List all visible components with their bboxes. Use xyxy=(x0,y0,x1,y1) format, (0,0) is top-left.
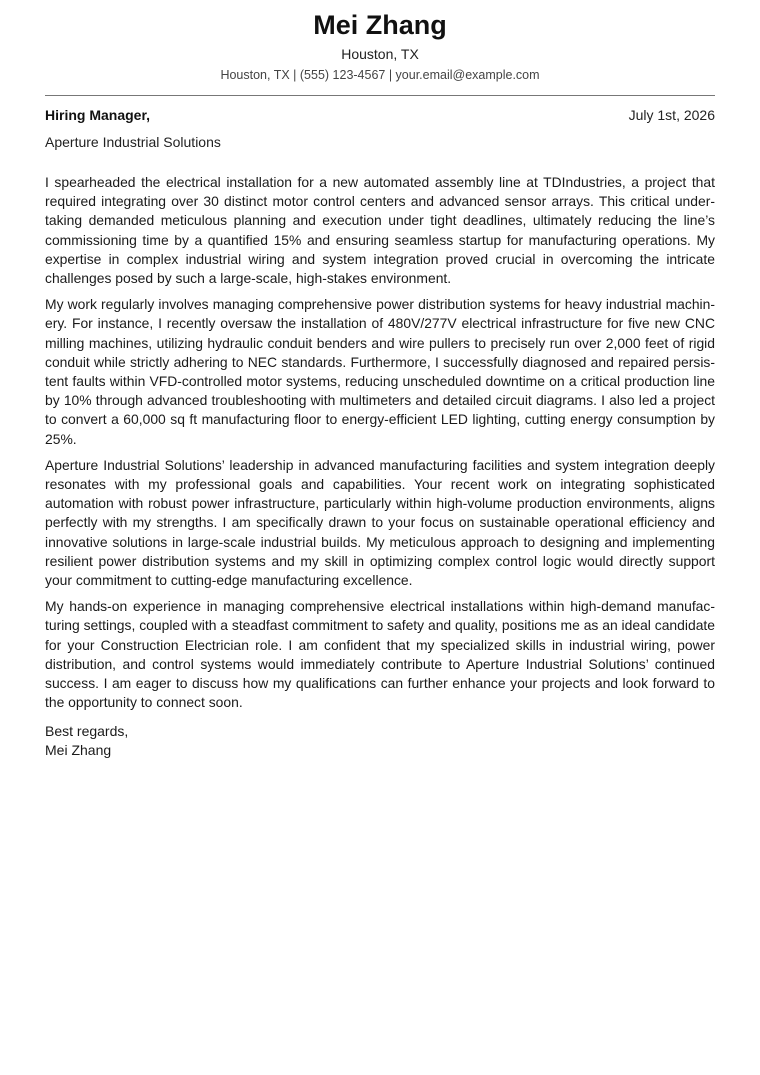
letter-header xyxy=(45,0,715,83)
sender-name: Mei Zhang xyxy=(313,10,447,40)
recipient-salutation: Hiring Manager, xyxy=(45,107,151,123)
signature-name: Mei Zhang xyxy=(45,742,112,759)
letter-closing xyxy=(45,722,715,760)
closing-phrase: Best regards, xyxy=(45,723,129,740)
body-paragraph: My hands-on experience in managing comprehensive electrical installations within high-demand manufacturing settings, coupled with a steadfast commitment to safety and quality, positions me as an ideal candidate for your Construction Electrician role. I am confident that my specialized skills in industrial wiring, power distribution, and control systems would immediately contribute to Aperture Industrial Solutions’ continued success. I am eager to discuss how my qualifications can further enhance your projects and look forward to the opportunity to connect soon. xyxy=(45,598,715,711)
salutation-date-row xyxy=(45,106,715,124)
letter-date: July 1st, 2026 xyxy=(628,107,715,123)
body-paragraph: Aperture Industrial Solutions’ leadership in advanced manufacturing facilities and system integration deeply resonates with my professional goals and capabilities. Your recent work on integrating sophisticated automation with robust power infrastructure, particularly within high-volume production environments, aligns perfectly with my strengths. I am specifically drawn to your focus on sustainable operational efficiency and innovative solutions in large-scale industrial builds. My meticulous approach to designing and implementing resilient power distribution systems and my skill in optimizing complex control logic would directly support your commitment to cutting-edge manufacturing excellence. xyxy=(45,456,715,589)
body-paragraph: My work regularly involves managing comprehensive power distribution systems for heavy industrial machinery. For instance, I recently oversaw the installation of 480V/277V electrical infrastructure for five new CNC milling machines, utilizing hydraulic conduit benders and wire pullers to precisely run over 2,000 feet of rigid conduit while strictly adhering to NEC standards. Furthermore, I successfully diagnosed and repaired persistent faults within VFD-controlled motor systems, reducing unscheduled downtime on a critical production line by 10% through advanced troubleshooting with multimeters and detailed circuit diagrams. I also led a project to convert a 60,000 sq ft manufacturing floor to energy-efficient LED lighting, cutting energy consumption by 25%. xyxy=(45,296,715,447)
header-divider xyxy=(45,95,715,96)
body-paragraph: I spearheaded the electrical installation for a new automated assembly line at TDIndustries, a project that required integrating over 30 distinct motor control centers and advanced sensor arrays. This critical undertaking demanded meticulous planning and execution under tight deadlines, ultimately reducing the line’s commissioning time by a quantified 15% and ensuring seamless startup for manufacturing operations. My expertise in complex industrial wiring and system integration proved crucial in overcoming the intricate challenges posed by such a large-scale, high-stakes environment. xyxy=(45,174,715,287)
letter-body xyxy=(45,173,715,712)
recipient-company: Aperture Industrial Solutions xyxy=(45,134,221,150)
sender-contact-line: Houston, TX | (555) 123-4567 | your.email@example.com xyxy=(220,68,540,82)
sender-location: Houston, TX xyxy=(341,46,419,62)
